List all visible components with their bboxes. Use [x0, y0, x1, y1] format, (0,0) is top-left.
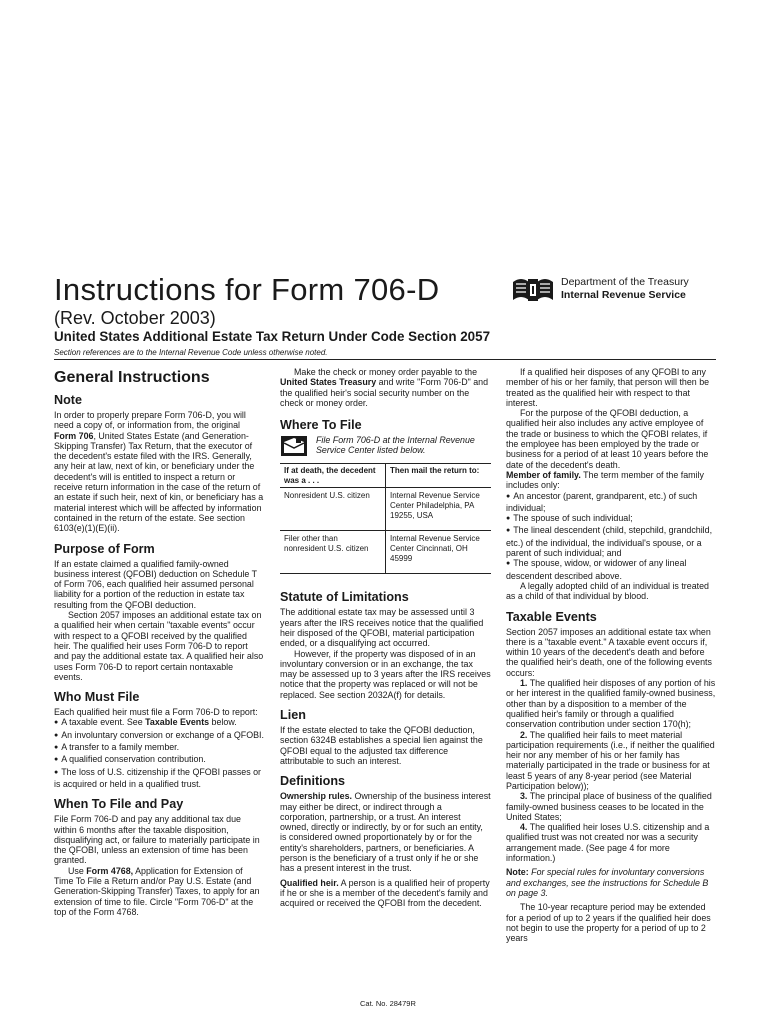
event-1-text: The qualified heir disposes of any portion of his or her interest in the qualified family-owned business, other than by a disposition to a member of the qualified heir's family or through a qualified conservation contribution under section 170(h); — [506, 678, 716, 730]
taxable-event-2 — [506, 730, 717, 792]
qualified-heir-lead: Qualified heir. — [280, 877, 339, 888]
purpose-paragraph-1: If an estate claimed a qualified family-owned business interest (QFOBI) deduction on Schedule T of Form 706, each qualified heir assumed personal liability for a portion of the reduction in estate tax resulting from the QFOBI deduction. — [54, 558, 257, 610]
member-of-family-lead: Member of family. — [506, 469, 581, 480]
ownership-lead: Ownership rules. — [280, 791, 353, 802]
table-header-cell: Then mail the return to: — [386, 464, 492, 488]
event-4-number: 4. — [520, 822, 528, 833]
taxable-event-3 — [506, 791, 717, 822]
event-1-number: 1. — [520, 678, 528, 689]
who-bullet-4: ● A qualified conservation contribution. — [54, 754, 264, 766]
note-lead: Note: — [506, 867, 529, 878]
table-header-cell: If at death, the decedent was a . . . — [280, 464, 386, 488]
table-cell: Nonresident U.S. citizen — [280, 488, 386, 531]
lien-heading: Lien — [280, 708, 306, 723]
note-heading: Note — [54, 393, 82, 407]
lien-paragraph: If the estate elected to take the QFOBI deduction, section 6324B establishes a special lien against the QFOBI equal to the adjusted tax difference attributable to such an interest. — [280, 725, 483, 766]
table-cell: Internal Revenue Service Center Cincinnati, OH 45999 — [386, 531, 492, 574]
family-bullet-2: ● The spouse of such individual; — [506, 513, 717, 525]
when-to-file-heading: When To File and Pay — [54, 797, 184, 812]
pay-payee: United States Treasury — [280, 377, 377, 388]
agency-line-2: Internal Revenue Service — [561, 289, 686, 301]
table-row — [280, 488, 491, 531]
where-to-file-box — [280, 435, 491, 457]
table-header-row — [280, 464, 491, 488]
taxable-events-intro: Section 2057 imposes an additional estate tax when there is a "taxable event." A taxable event occurs if, within 10 years of the decedent's death and before the qualified heir's death, one of the following events occurs: — [506, 626, 712, 678]
statute-paragraph-2: However, if the property was disposed of in an involuntary conversion or in an exchange, the tax may be assessed up to 3 years after the IRS receives notice that the property was replaced or will not be replaced. See section 2032A(f) for details. — [280, 648, 491, 700]
qualified-heir-paragraph — [280, 878, 491, 909]
event-3-text: The principal place of business of the qualified family-owned business ceases to be located in the United States; — [506, 791, 712, 822]
member-of-family-paragraph — [506, 470, 717, 491]
event-2-text: The qualified heir fails to meet material participation requirements (i.e., if neither the qualified heir nor any member of his or her family has materially participated in the trade or business for at least 5 years of any 8-year period (see Material Participation below)); — [506, 729, 715, 791]
event-2-number: 2. — [520, 729, 528, 740]
note-text-c: , United States Estate (and Generation-Skipping Transfer) Tax Return, that the executor of the decedent's estate filed with the IRS. Generally, any heir at law, next of kin, or beneficiary under the decedent's will is entitled to inspect a return or receive return information in the case of the return of an estate if such heir, next of kin, or beneficiary has a material interest which will be affected by information contained in the return of the estate. See section 6103(e)(1)(E)(ii). — [54, 430, 264, 534]
who-b1-link: Taxable Events — [145, 717, 210, 728]
table-row — [280, 531, 491, 574]
where-to-file-heading: Where To File — [280, 418, 362, 433]
adopted-child-paragraph: A legally adopted child of an individual is treated as a child of that individual by blood. — [506, 580, 709, 602]
revision-date: (Rev. October 2003) — [54, 308, 216, 328]
when-p2-a: Use — [68, 865, 87, 876]
header-divider — [54, 359, 716, 360]
ownership-text: Ownership of the business interest may either be direct, or indirect through a corporation, partnership, or a trust. An interest owned, directly or indirectly, by or for such an entity, is considered owned proportionately by or for the entity's shareholders, partners, or beneficiaries. A person is the beneficiary of a trust only if he or she has a present interest in the trust. — [280, 791, 491, 874]
who-intro: Each qualified heir must file a Form 706-D to report: — [54, 707, 258, 718]
who-bullet-2: ● An involuntary conversion or exchange of a QFOBI. — [54, 730, 264, 742]
when-paragraph-1: File Form 706-D and pay any additional tax due within 6 months after the taxable disposition, disqualifying act, or failure to materially participate in the QFOBI, unless an extension of time has been granted. — [54, 814, 260, 866]
who-bullet-1 — [54, 717, 264, 729]
taxable-event-4 — [506, 822, 717, 863]
catalog-number: Cat. No. 28479R — [360, 999, 416, 1008]
event-4-text: The qualified heir loses U.S. citizenship and a qualified trust was not created nor was a security arrangement made. (See page 4 for more information.) — [506, 822, 710, 864]
filing-location-table — [280, 463, 491, 574]
note-form-706: Form 706 — [54, 430, 94, 441]
note-text-a: In order to properly prepare Form 706-D, you will need a copy of, or information from, the original — [54, 410, 246, 431]
ownership-rules-paragraph — [280, 791, 491, 873]
family-bullet-4: ● The spouse, widow, or widower of any lineal descendent described above. — [506, 558, 717, 581]
irs-eagle-logo-icon — [511, 276, 555, 304]
table-cell: Internal Revenue Service Center Philadelphia, PA 19255, USA — [386, 488, 492, 531]
page-title: Instructions for Form 706-D — [54, 272, 440, 307]
heir-transfer-paragraph: If a qualified heir disposes of any QFOBI to any member of his or her family, that person will then be treated as the qualified heir with respect to that interest. — [506, 367, 710, 408]
involuntary-conversion-note — [506, 867, 717, 898]
payment-paragraph — [280, 367, 491, 408]
member-of-family-text: The term member of the family includes only: — [506, 469, 704, 491]
column-2 — [280, 367, 491, 909]
when-form-4768: Form 4768, — [86, 865, 134, 876]
column-3 — [506, 367, 717, 943]
family-bullet-3: ● The lineal descendent (child, stepchild, grandchild, etc.) of the individual, the individual's spouse, or a parent of such individual; and — [506, 525, 717, 558]
taxable-event-1 — [506, 678, 717, 729]
when-p2-c: Application for Extension of Time To File a Return and/or Pay U.S. Estate (and Generation-Skipping Transfer) Taxes, to apply for an extension of time to file. Circle "Form 706-D" at the top of the Form 4768. — [54, 865, 260, 917]
table-cell: Filer other than nonresident U.S. citizen — [280, 531, 386, 574]
qualified-heir-text: A person is a qualified heir of property if he or she is a member of the decedent's family and acquired or received the QFOBI from the decedent. — [280, 877, 490, 909]
pay-c: and write "Form 706-D" and the qualified heir's social security number on the check or money order. — [280, 377, 489, 408]
family-bullet-1: ● An ancestor (parent, grandparent, etc.) of such individual; — [506, 491, 717, 514]
agency-name — [561, 276, 689, 302]
note-text: For special rules for involuntary conversions and exchanges, see the instructions for Schedule B on page 3. — [506, 867, 709, 898]
who-b1-c: below. — [209, 717, 237, 728]
purpose-heading: Purpose of Form — [54, 541, 155, 556]
where-to-file-text: File Form 706-D at the Internal Revenue Service Center listed below. — [316, 435, 475, 456]
who-bullet-3: ● A transfer to a family member. — [54, 742, 264, 754]
when-paragraph-2 — [54, 866, 264, 917]
taxable-events-heading: Taxable Events — [506, 609, 597, 624]
recapture-paragraph: The 10-year recapture period may be extended for a period of up to 2 years if the qualified heir does not begin to use the property for a period of up to 2 years — [506, 902, 711, 944]
mailbox-icon — [280, 435, 308, 457]
form-subtitle: United States Additional Estate Tax Return Under Code Section 2057 — [54, 329, 491, 344]
pay-a: Make the check or money order payable to the — [294, 367, 478, 377]
who-b1-a: A taxable event. See — [61, 717, 146, 728]
who-bullet-5: ● The loss of U.S. citizenship if the QFOBI passes or is acquired or held in a qualified trust. — [54, 767, 264, 790]
event-3-number: 3. — [520, 791, 528, 802]
note-paragraph — [54, 410, 264, 534]
definitions-heading: Definitions — [280, 774, 346, 789]
statute-paragraph-1: The additional estate tax may be assessed until 3 years after the IRS receives notice that the qualified heir disposed of the QFOBI, material participation ended, or a disqualifying act occurred. — [280, 607, 484, 649]
section-reference-note: Section references are to the Internal Revenue Code unless otherwise noted. — [54, 348, 328, 357]
employee-heir-paragraph: For the purpose of the QFOBI deduction, a qualified heir also includes any active employee of the trade or business to which the QFOBI relates, if the employee has been employed by the trade or business for a period of at least 10 years before the date of the decedent's death. — [506, 408, 709, 470]
general-instructions-heading: General Instructions — [54, 369, 210, 386]
purpose-paragraph-2: Section 2057 imposes an additional estate tax on a qualified heir when certain "taxable events" occur with respect to a QFOBI received by the qualified heir. The qualified heir uses Form 706-D to report and pay the additional estate tax. A qualified heir also uses Form 706-D to report certain nontaxable events. — [54, 610, 264, 682]
statute-heading: Statute of Limitations — [280, 590, 409, 605]
column-1 — [54, 367, 264, 917]
agency-line-1: Department of the Treasury — [561, 276, 689, 288]
who-must-file-heading: Who Must File — [54, 690, 140, 705]
